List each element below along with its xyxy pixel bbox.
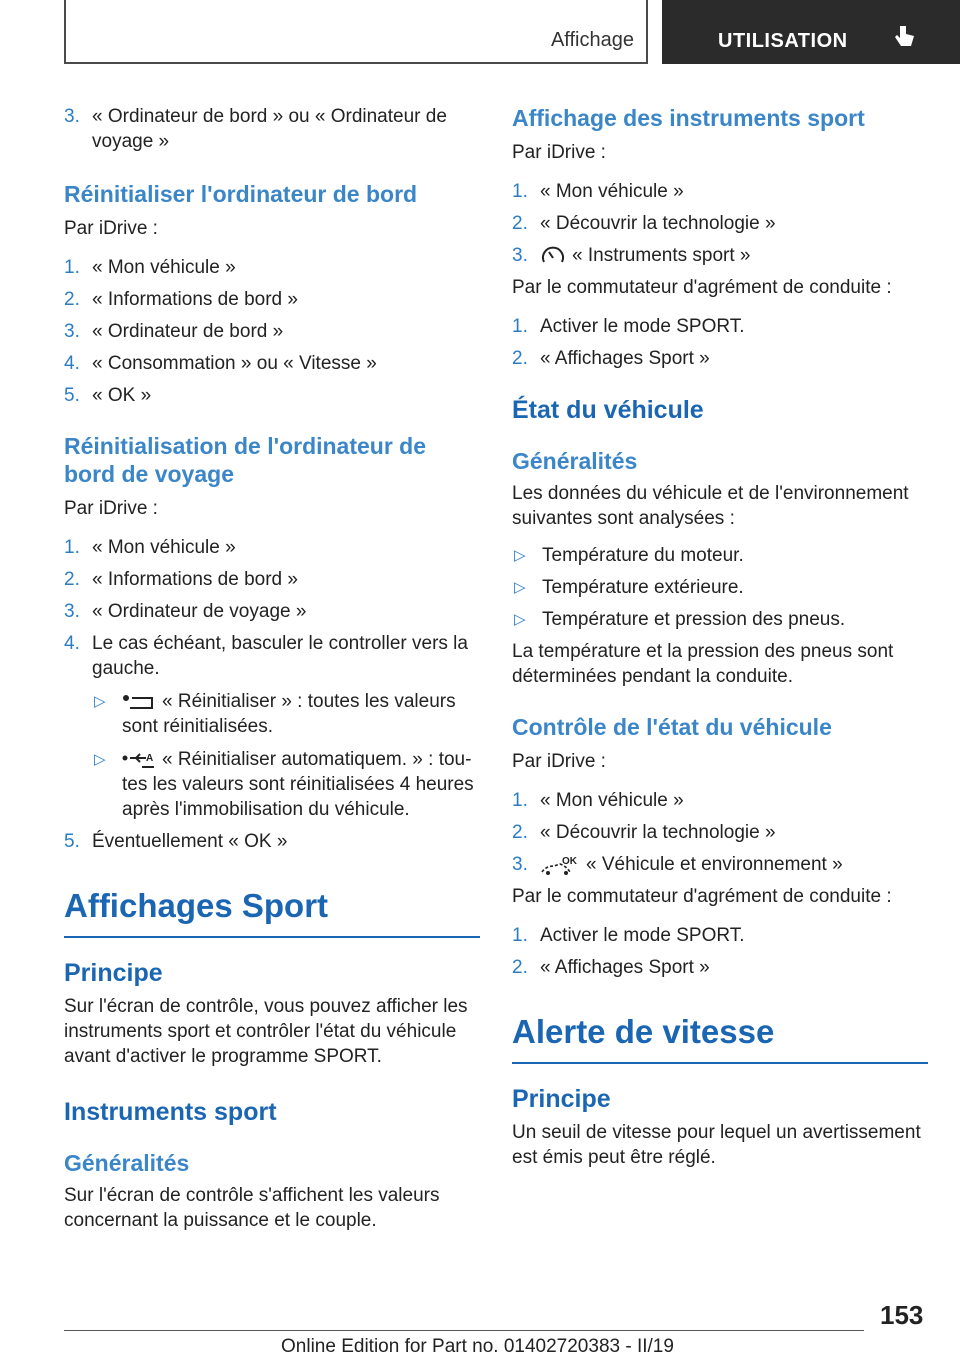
right-column <box>512 104 928 1170</box>
list-item: 1. « Mon véhicule » <box>64 537 236 558</box>
display-steps <box>512 179 928 268</box>
bullet-item: ▷ Température extérieure. <box>514 577 744 598</box>
list-item: 2. « Informations de bord » <box>64 569 298 590</box>
sport-title: Affichages Sport <box>64 886 480 938</box>
trip-heading: Réinitialisation de l'ordinateur de bord de voyage <box>64 433 427 487</box>
state-heading: État du véhicule <box>512 396 704 424</box>
switch-steps <box>512 314 928 371</box>
switch2-steps <box>512 923 928 980</box>
auto-reset-icon <box>122 751 156 769</box>
tyre-text: La température et la pression des pneus sont déterminées pendant la conduite. <box>512 641 894 687</box>
list-item: 2. « Découvrir la technologie » <box>512 822 776 843</box>
list-item: 1. Activer le mode SPORT. <box>512 316 745 337</box>
page-number: 153 <box>880 1300 924 1330</box>
bullet-item: ▷ « Réinitialiser » : toutes les valeurs sont réinitialisées. <box>94 691 456 737</box>
bullet-item: ▷ A « Réinitialiser automatiquem. » : tou-tes les valeurs sont réinitialisées 4 heures après l'immobilisation du véhicule. <box>94 749 474 820</box>
list-item: 3. « Instruments sport » <box>512 245 751 266</box>
list-item: 1. « Mon véhicule » <box>512 181 684 202</box>
list-item: 2. « Affichages Sport » <box>512 348 710 369</box>
list-item: 3. « Ordinateur de bord » <box>64 321 284 342</box>
check-intro: Par iDrive : <box>512 751 606 772</box>
reset-steps <box>64 255 480 408</box>
list-item: 3. « Ordinateur de voyage » <box>64 601 307 622</box>
footer-edition: Online Edition for Part no. 01402720383 - II/19 <box>281 1336 674 1357</box>
svg-text:A: A <box>146 752 154 764</box>
info-list-continued <box>64 104 480 154</box>
list-item: 4. Le cas échéant, basculer le controller vers la gauche. ▷ « Réinitialiser » : toutes les valeurs sont réinitialisées. ▷ A « Réinitialiser automatiquem. » : tou-tes les valeurs sont réinitialisées 4 heures après l'immobilisation du véhicule. <box>64 631 480 822</box>
list-item: 1. « Mon véhicule » <box>64 257 236 278</box>
state-generalites-heading: Généralités <box>512 448 638 474</box>
display-heading: Affichage des instruments sport <box>512 105 865 131</box>
list-item: 4. « Consommation » ou « Vitesse » <box>64 353 377 374</box>
speed-principe-text: Un seuil de vitesse pour lequel un avertissement est émis peut être réglé. <box>512 1122 921 1168</box>
list-item: 2. « Découvrir la technologie » <box>512 213 776 234</box>
trip-intro: Par iDrive : <box>64 498 158 519</box>
state-generalites-text: Les données du véhicule et de l'environnement suivantes sont analysées : <box>512 483 909 529</box>
list-item: 3. OK « Véhicule et environnement » <box>512 854 843 875</box>
bullet-item: ▷ Température du moteur. <box>514 545 744 566</box>
generalites-heading: Généralités <box>64 1150 190 1176</box>
list-item: 1. Activer le mode SPORT. <box>512 925 745 946</box>
switch-intro: Par le commutateur d'agrément de conduite : <box>512 277 892 298</box>
instruments-heading: Instruments sport <box>64 1098 277 1126</box>
svg-text:OK: OK <box>562 855 577 867</box>
principe-text: Sur l'écran de contrôle, vous pouvez afficher les instruments sport et contrôler l'état du véhicule avant d'activer le programme SPORT. <box>64 996 468 1067</box>
switch2-intro: Par le commutateur d'agrément de conduite : <box>512 886 892 907</box>
list-item: 3. « Ordinateur de bord » ou « Ordinateur de voyage » <box>64 106 447 152</box>
check-steps <box>512 788 928 877</box>
reset-intro: Par iDrive : <box>64 218 158 239</box>
trip-steps <box>64 535 480 854</box>
check-heading: Contrôle de l'état du véhicule <box>512 714 832 740</box>
speed-principe-heading: Principe <box>512 1085 611 1113</box>
left-column <box>64 104 480 1233</box>
list-item: 2. « Informations de bord » <box>64 289 298 310</box>
header-section-box <box>64 0 648 64</box>
speed-alert-title: Alerte de vitesse <box>512 1012 928 1064</box>
header-tab <box>662 0 960 64</box>
reset-icon <box>122 694 156 710</box>
gauge-icon <box>540 246 566 266</box>
display-intro: Par iDrive : <box>512 142 606 163</box>
list-item: 5. Éventuellement « OK » <box>64 831 288 852</box>
analysed-data-list <box>512 543 928 632</box>
bullet-item: ▷ Température et pression des pneus. <box>514 609 846 630</box>
generalites-text: Sur l'écran de contrôle s'affichent les valeurs concernant la puissance et le couple. <box>64 1185 440 1231</box>
footer-divider <box>64 1330 864 1331</box>
principe-heading: Principe <box>64 959 163 987</box>
list-item: 1. « Mon véhicule » <box>512 790 684 811</box>
hand-pointer-icon <box>894 24 916 50</box>
trip-bullets <box>92 689 480 822</box>
header-section-label: Affichage <box>550 29 634 51</box>
list-item: 2. « Affichages Sport » <box>512 957 710 978</box>
reset-heading: Réinitialiser l'ordinateur de bord <box>64 181 418 207</box>
list-item: 5. « OK » <box>64 385 152 406</box>
car-ok-icon <box>540 854 580 876</box>
header-tab-label: UTILISATION <box>718 30 848 52</box>
